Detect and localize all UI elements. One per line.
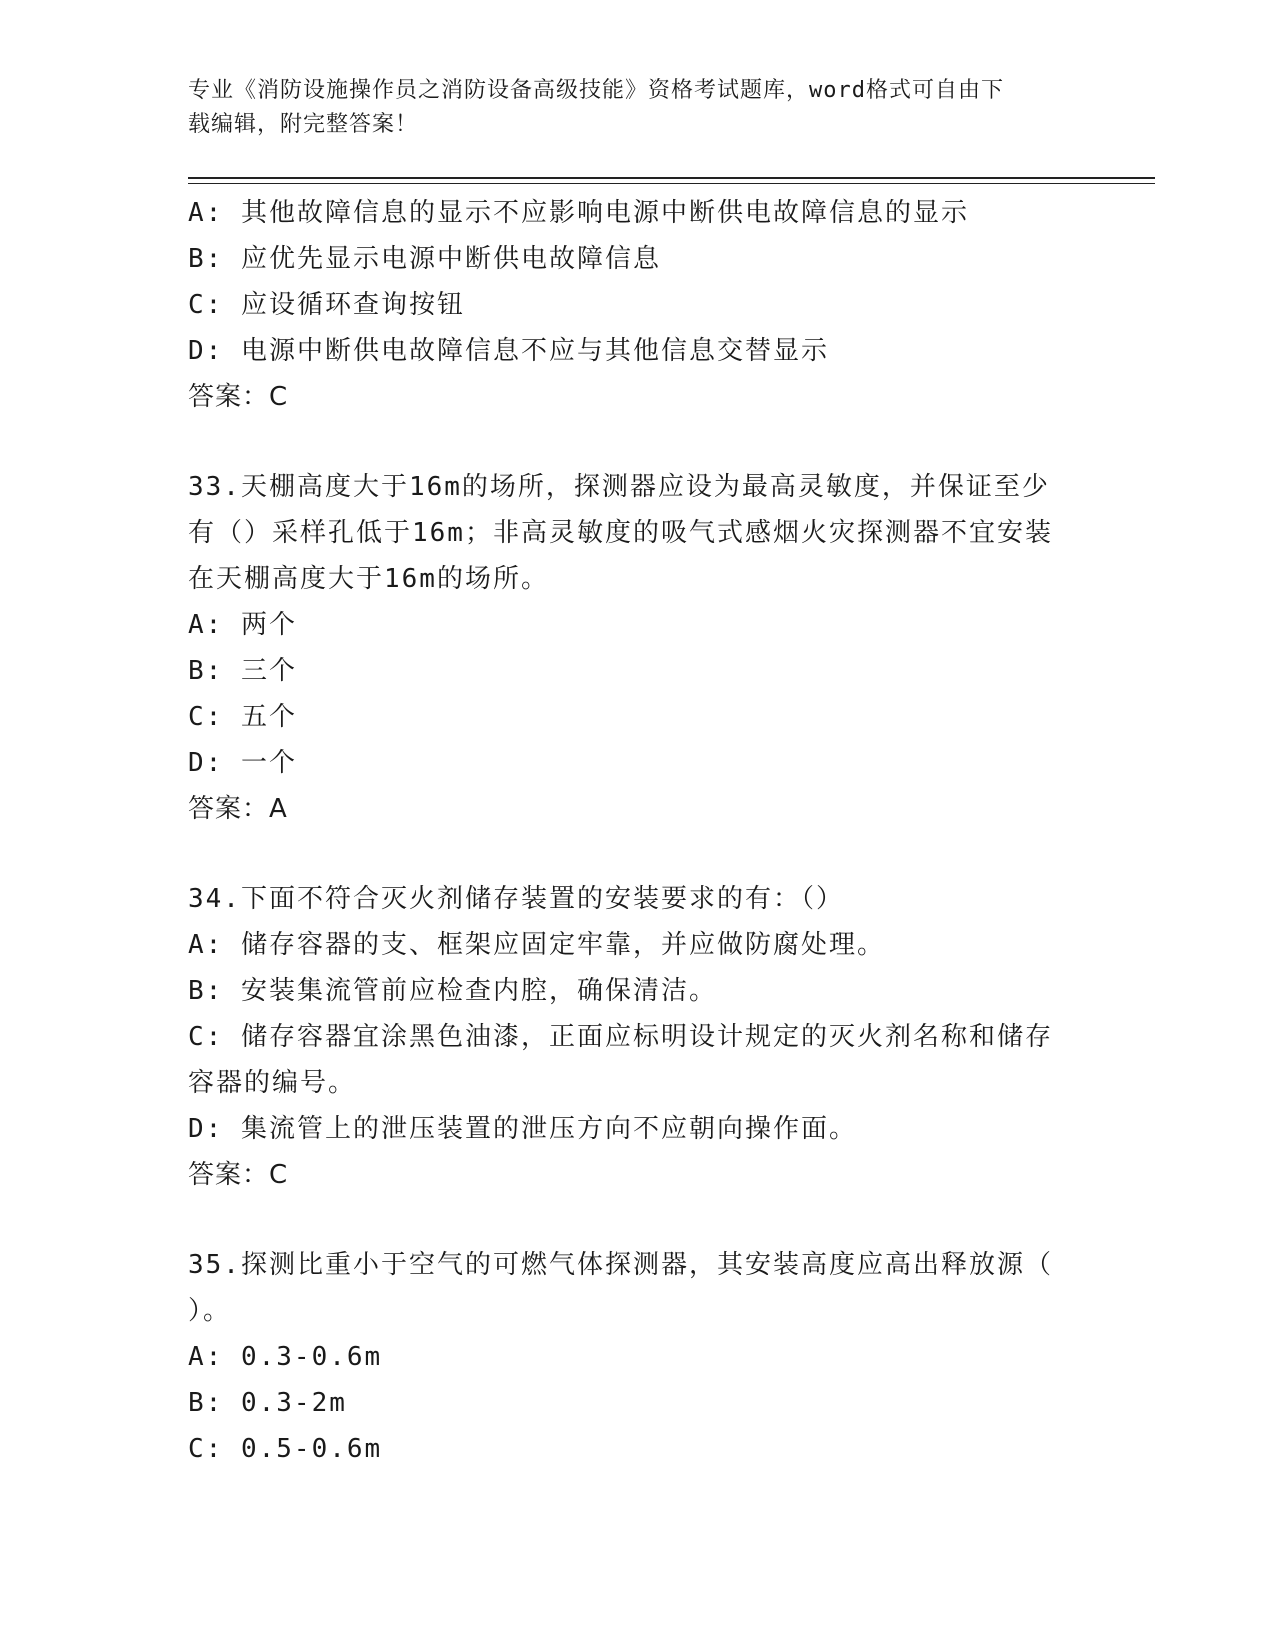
option-c-continued: 容器的编号。: [188, 1068, 357, 1098]
option-a: A: 两个: [188, 610, 297, 640]
option-c: C: 0.5-0.6m: [188, 1434, 383, 1464]
question-text-line: ）。: [188, 1296, 232, 1326]
question-text-line: 有（）采样孔低于16m；非高灵敏度的吸气式感烟火灾探测器不宜安装: [188, 518, 1053, 548]
question-block-34: [188, 876, 1088, 1198]
question-block-33: [188, 464, 1088, 832]
option-a: A: 储存容器的支、框架应固定牢靠，并应做防腐处理。: [188, 930, 885, 960]
question-text-line: 在天棚高度大于16m的场所。: [188, 564, 549, 594]
question-block-35: [188, 1242, 1088, 1472]
option-d: D: 电源中断供电故障信息不应与其他信息交替显示: [188, 336, 829, 366]
option-c: C: 五个: [188, 702, 297, 732]
header-divider-thick: [188, 177, 1155, 179]
question-block-32: [188, 190, 1088, 420]
option-a: A: 0.3-0.6m: [188, 1342, 383, 1372]
answer-line: 答案：C: [188, 382, 289, 412]
option-c: C: 储存容器宜涂黑色油漆，正面应标明设计规定的灭火剂名称和储存: [188, 1022, 1053, 1052]
question-text-line: 35.探测比重小于空气的可燃气体探测器，其安装高度应高出释放源（: [188, 1250, 1053, 1280]
option-b: B: 安装集流管前应检查内腔，确保清洁。: [188, 976, 717, 1006]
option-c: C: 应设循环查询按钮: [188, 290, 465, 320]
question-text-line: 34.下面不符合灭火剂储存装置的安装要求的有：（）: [188, 884, 844, 914]
answer-line: 答案：A: [188, 794, 288, 824]
header-line-2: 载编辑，附完整答案！: [188, 112, 419, 137]
option-b: B: 0.3-2m: [188, 1388, 347, 1418]
question-text-line: 33.天棚高度大于16m的场所，探测器应设为最高灵敏度，并保证至少: [188, 472, 1050, 502]
option-d: D: 一个: [188, 748, 297, 778]
answer-line: 答案：C: [188, 1160, 289, 1190]
option-a: A: 其他故障信息的显示不应影响电源中断供电故障信息的显示: [188, 198, 969, 228]
header-divider-thin: [188, 183, 1155, 184]
option-b: B: 应优先显示电源中断供电故障信息: [188, 244, 661, 274]
header-line-1: 专业《消防设施操作员之消防设备高级技能》资格考试题库，word格式可自由下: [188, 78, 1004, 103]
option-d: D: 集流管上的泄压装置的泄压方向不应朝向操作面。: [188, 1114, 857, 1144]
option-b: B: 三个: [188, 656, 297, 686]
question-list: [188, 190, 1088, 1472]
document-header: [188, 74, 1068, 142]
